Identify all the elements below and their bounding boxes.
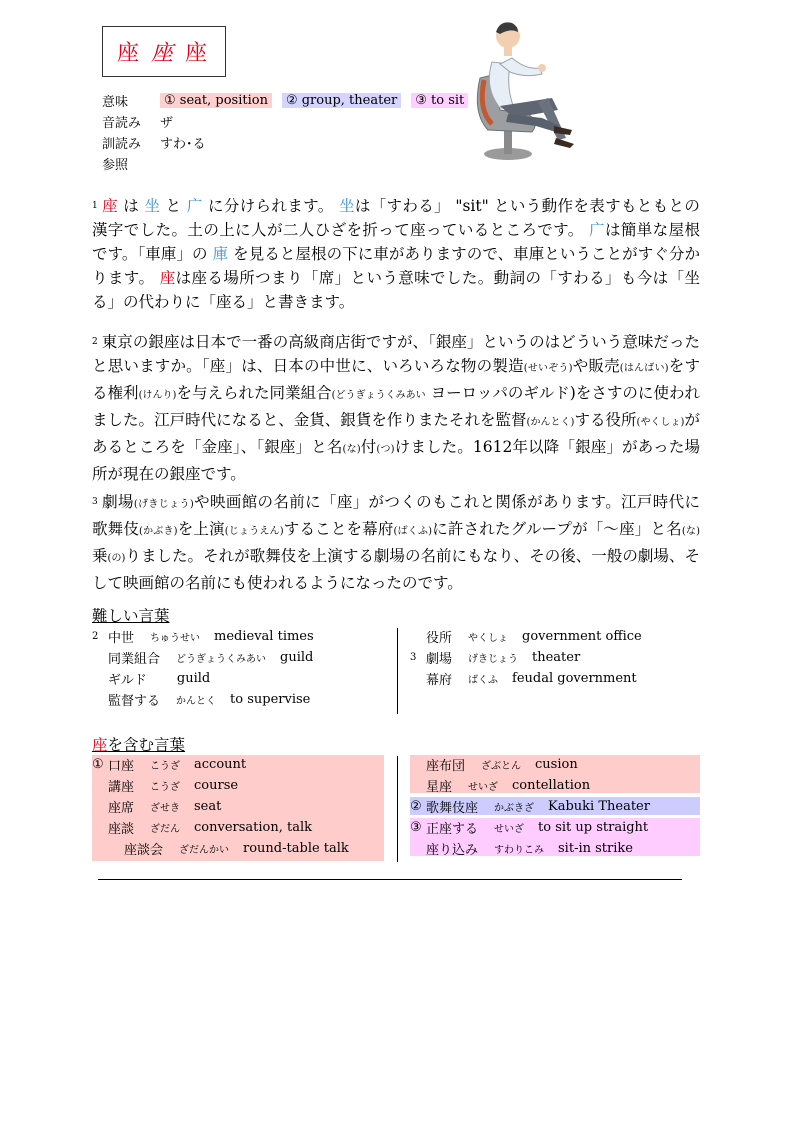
vocab-meaning: medieval times [214,629,314,644]
on-reading-row [102,111,468,132]
kanji-roof-blue: 广 [186,197,203,215]
seated-man-illustration [470,18,580,163]
meaning-label: 意味 [102,95,129,110]
text: は簡単な屋根です。「車庫」の [92,221,700,263]
vocab-item [92,689,314,710]
vocab-note-number: 3 [410,652,417,663]
text: 付 [360,438,377,456]
kanji-za-red: 座 [101,197,118,215]
kun-reading-row [102,132,468,153]
meaning-number: ② [410,799,422,814]
ruby-reading: (かんとく) [526,417,575,428]
ruby-reading: (どうぎょうくみあい [331,390,426,401]
ruby-reading: (はんばい) [619,363,669,374]
meaning-row [102,90,468,111]
compound-item [410,817,650,838]
text: に分けられます。 [207,197,334,215]
compounds-right-list [410,754,650,859]
on-label: 音読み [102,116,142,131]
meaning-2: ② group, theater [282,93,401,108]
vocab-word: ギルド [108,673,147,688]
vocab-meaning: feudal government [512,671,637,686]
compound-meaning: contellation [512,778,591,793]
compound-item [410,754,650,775]
kanji-title-box [102,26,226,77]
ruby-reading: (つ) [376,444,395,455]
reference-row [102,153,468,174]
compound-word: 講座 [108,780,135,795]
compound-reading: ざぶとん [481,761,522,772]
ruby-reading: (やくしょ) [636,417,685,428]
kanji-za-sit-blue: 坐 [144,197,161,215]
compound-reading: こうざ [150,761,181,772]
text: は座る場所つまり「席」という意味でした。動詞の「すわる」も今は「坐る」の代わりに「座る」と書きます。 [92,269,700,311]
vocab-reading: ばくふ [468,675,499,686]
vocab-word: 幕府 [426,673,453,688]
ruby-reading: (の) [107,553,126,564]
compound-word: 座談 [108,822,135,837]
reference-label: 参照 [102,158,129,173]
compound-reading: せいざ [468,782,499,793]
kanji-3: 座 [185,41,212,66]
ruby-reading: (じょうえん) [224,526,284,537]
vocab-item [92,626,314,647]
vocab-divider [397,628,398,714]
compound-meaning: conversation, talk [194,820,313,835]
compound-reading: かぶきざ [494,803,535,814]
compound-word: 口座 [108,759,135,774]
ruby-reading: (げきじょう) [133,499,194,510]
kun-label: 訓読み [102,137,142,152]
vocab-item [92,668,314,689]
paragraph-3-number: 3 [92,497,98,507]
compound-item [410,775,650,796]
ruby-reading: (せいぞう) [523,363,573,374]
text: ヨーロッパのギルド)をさすのに使われました。江戸時代になると、金貨、銀貨を作りまたそれを監督 [92,384,700,429]
compound-item [410,796,650,817]
compound-meaning: Kabuki Theater [548,799,650,814]
compounds-title-kanji: 座 [92,736,108,754]
vocab-left-list [92,626,314,710]
compound-meaning: course [194,778,239,793]
ruby-reading: (な) [342,444,361,455]
vocab-right-list [410,626,642,689]
text: があるところを「金座」、「銀座」と名 [92,411,700,456]
on-reading: ザ [160,116,174,131]
ruby-reading: (かぶき) [139,526,178,537]
text: をする権利 [92,357,700,402]
compound-word: 座布団 [426,759,466,774]
vocab-reading: ちゅうせい [150,633,201,644]
text: する役所 [574,411,637,429]
compounds-divider [397,756,398,862]
text: 劇場 [101,493,134,511]
compounds-left-list [92,754,349,859]
compound-item [92,796,349,817]
vocab-item [92,647,314,668]
vocab-word: 劇場 [426,652,453,667]
text: を与えられた同業組合 [176,384,332,402]
text: 東京の銀座は日本で一番の高級商店街ですが、「銀座」というのはどういう意味だったと思いますか。「座」は、日本の中世に、いろいろな物の製造 [92,333,700,375]
text: することを幕府 [283,520,394,538]
paragraph-2 [92,330,700,486]
text: は [123,197,140,215]
text: を上演 [177,520,225,538]
vocab-item [410,626,642,647]
ruby-reading: (ばくふ) [393,526,433,537]
compound-meaning: cusion [535,757,578,772]
vocab-word: 同業組合 [108,652,161,667]
vocab-word: 監督する [108,694,161,709]
compound-item [92,775,349,796]
ruby-reading: (な) [681,526,700,537]
vocab-reading: げきじょう [468,654,519,665]
bottom-rule [98,879,682,880]
text: と [165,197,182,215]
paragraph-3 [92,490,700,595]
vocab-title: 難しい言葉 [92,607,170,625]
compound-reading: ざだんかい [179,845,230,856]
paragraph-1-number: 1 [92,201,98,211]
paragraph-1 [92,194,700,314]
compound-meaning: to sit up straight [538,820,649,835]
compound-item [92,754,349,775]
vocab-reading: どうぎょうくみあい [176,654,267,665]
kanji-2: 座 [150,41,177,66]
vocab-meaning: government office [522,629,642,644]
paragraph-2-number: 2 [92,337,98,347]
compound-reading: ざせき [150,803,181,814]
kanji-roof-blue: 广 [589,221,605,239]
vocab-reading: やくしょ [468,633,509,644]
ruby-reading: (けんり) [138,390,177,401]
compound-meaning: seat [194,799,222,814]
meaning-1: ① seat, position [160,93,272,108]
vocab-meaning: guild [280,650,314,665]
compound-word: 正座する [426,822,479,837]
compound-item [92,817,349,838]
vocab-item [410,668,642,689]
vocab-reading: かんとく [176,696,217,707]
compound-item [410,838,650,859]
compound-reading: ざだん [150,824,181,835]
vocab-word: 役所 [426,631,453,646]
compound-reading: こうざ [150,782,181,793]
vocab-meaning: theater [532,650,581,665]
compound-item [92,838,349,859]
compound-reading: せいざ [494,824,525,835]
vocab-word: 中世 [108,631,135,646]
kanji-info [102,90,468,174]
text: に許されたグループが「～座」と名 [432,520,682,538]
vocab-item [410,647,642,668]
compound-reading: すわりこみ [494,845,545,856]
text: や販売 [572,357,620,375]
text: 乗 [92,547,108,565]
compounds-title [92,733,185,755]
vocab-meaning: to supervise [230,692,311,707]
kanji-ko-blue: 庫 [212,245,229,263]
compounds-title-text: を含む言葉 [107,736,186,754]
compound-word: 星座 [426,780,453,795]
text: を見ると屋根の下に車がありますので、車庫ということがすぐ分かります。 [92,245,700,287]
compound-word: 座り込み [426,843,479,858]
kanji-1: 座 [116,41,143,66]
meaning-number: ① [92,757,104,772]
text: けました。1612年以降「銀座」があった場所が現在の銀座です。 [92,438,700,483]
text: は「すわる」 "sit" という動作を表すもともとの漢字でした。土の上に人が二人ひざを折って座っているところです。 [92,197,700,239]
compound-word: 歌舞伎座 [426,801,479,816]
compound-meaning: round-table talk [243,841,349,856]
kun-reading: すわ･る [160,137,206,152]
compound-word: 座席 [108,801,135,816]
kanji-za-sit-blue: 坐 [338,197,355,215]
vocab-meaning: guild [176,671,211,686]
compound-word: 座談会 [124,843,164,858]
vocab-note-number: 2 [92,631,99,642]
compound-meaning: account [194,757,247,772]
meaning-number: ③ [410,820,422,835]
kanji-za-red: 座 [159,269,176,287]
text: や映画館の名前に「座」がつくのもこれと関係があります。江戸時代に歌舞伎 [92,493,700,538]
compound-meaning: sit-in strike [558,841,633,856]
text: りました。それが歌舞伎を上演する劇場の名前にもなり、その後、一般の劇場、そして映画館の名前にも使われるようになったのです。 [92,547,700,592]
meaning-3: ③ to sit [411,93,468,108]
